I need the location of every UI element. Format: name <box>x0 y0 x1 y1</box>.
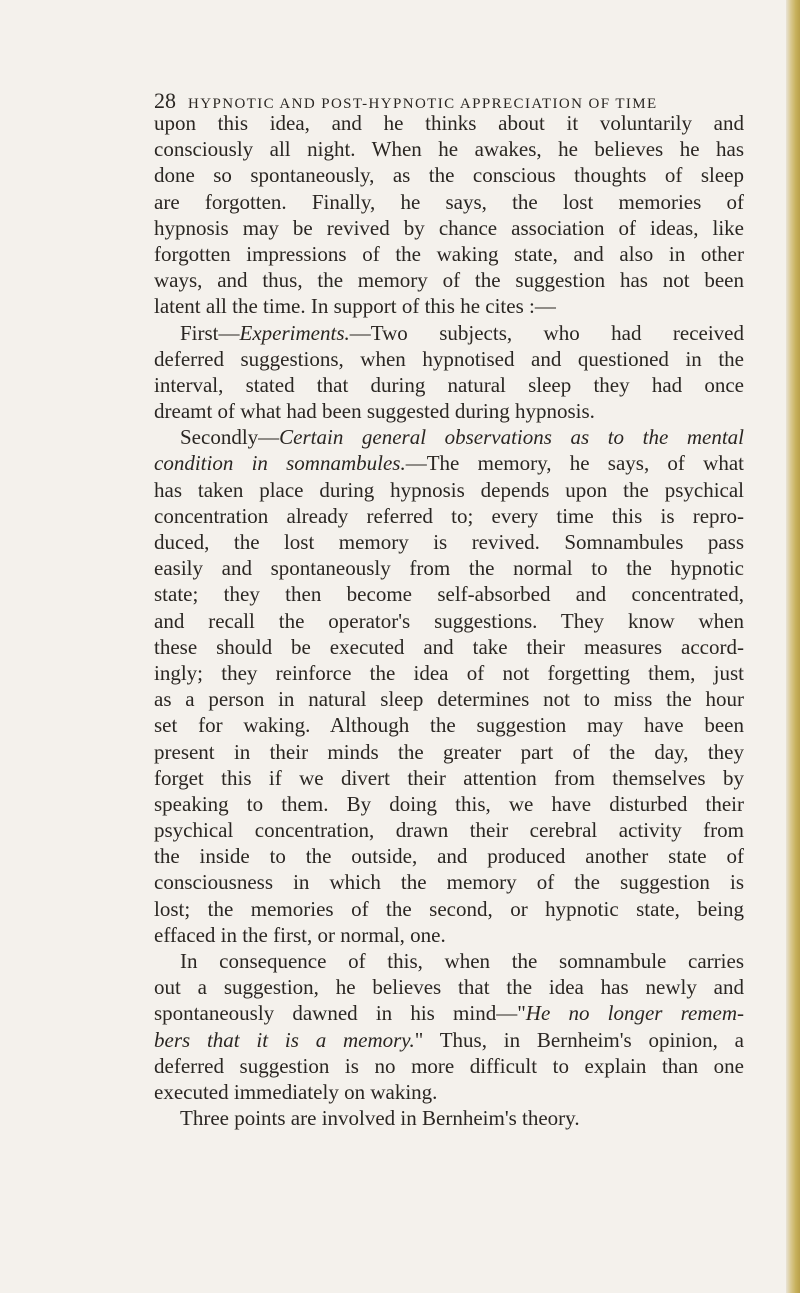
text-line: executed immediately on waking. <box>154 1079 438 1104</box>
text-line: hypnosis may be revived by chance association of ideas, like <box>154 215 744 240</box>
text-line: psychical concentration, drawn their cerebral activity from <box>154 818 744 843</box>
text-line <box>154 1000 744 1026</box>
paragraph <box>154 110 744 320</box>
text-line: out a suggestion, he believes that the idea has newly and <box>154 975 744 1000</box>
text-line: forget this if we divert their attention from themselves by <box>154 765 744 790</box>
text-line: consciousness in which the memory of the suggestion is <box>154 870 744 895</box>
text-line: lost; the memories of the second, or hypnotic state, being <box>154 896 744 921</box>
paragraph <box>154 1105 744 1131</box>
text-line <box>154 320 744 346</box>
text-segment: " Thus, in Bernheim's opinion, a <box>414 1027 744 1052</box>
text-line: done so spontaneously, as the conscious thoughts of sleep <box>154 163 744 188</box>
running-head: HYPNOTIC AND POST-HYPNOTIC APPRECIATION OF TIME <box>188 96 658 112</box>
italic-text: Experiments. <box>239 320 350 345</box>
body-text <box>154 110 744 1131</box>
text-line: deferred suggestion is no more difficult to explain than one <box>154 1053 744 1078</box>
text-line: set for waking. Although the suggestion may have been <box>154 713 744 738</box>
italic-text: condition in somnambules. <box>154 451 406 476</box>
text-line <box>154 450 744 476</box>
text-line: has taken place during hypnosis depends upon the psychical <box>154 477 744 502</box>
text-line: the inside to the outside, and produced another state of <box>154 844 744 869</box>
text-line <box>154 424 744 450</box>
paragraph <box>154 948 744 1105</box>
text-segment: Secondly— <box>180 425 280 450</box>
text-line: and recall the operator's suggestions. They know when <box>154 608 744 633</box>
page-number: 28 <box>154 88 176 113</box>
text-line: state; they then become self-absorbed and concentrated, <box>154 582 744 607</box>
text-line: concentration already referred to; every time this is repro- <box>154 503 744 528</box>
text-segment: —The memory, he says, of what <box>405 451 744 476</box>
italic-text: He no longer remem- <box>525 1001 744 1026</box>
text-line: as a person in natural sleep determines not to miss the hour <box>154 687 744 712</box>
italic-text: bers that it is a memory. <box>154 1027 415 1052</box>
text-line: easily and spontaneously from the normal to the hypnotic <box>154 556 744 581</box>
paragraph <box>154 320 744 425</box>
text-line: are forgotten. Finally, he says, the lost memories of <box>154 189 744 214</box>
text-line: latent all the time. In support of this he cites :— <box>154 294 556 319</box>
text-segment: spontaneously dawned in his mind—" <box>154 1001 526 1026</box>
text-line: ingly; they reinforce the idea of not forgetting them, just <box>154 660 744 685</box>
italic-text: Certain general observations as to the mental <box>279 425 744 450</box>
text-line: dreamt of what had been suggested during hypnosis. <box>154 399 595 424</box>
paragraph <box>154 424 744 948</box>
text-line: duced, the lost memory is revived. Somnambules pass <box>154 530 744 554</box>
text-line: Three points are involved in Bernheim's theory. <box>180 1106 580 1131</box>
text-line: these should be executed and take their measures accord- <box>154 634 744 659</box>
text-line <box>154 1027 744 1053</box>
text-line: upon this idea, and he thinks about it voluntarily and <box>154 111 744 135</box>
text-line: In consequence of this, when the somnambule carries <box>180 949 744 973</box>
text-segment: —Two subjects, who had received <box>349 320 744 345</box>
text-line: present in their minds the greater part of the day, they <box>154 739 744 764</box>
text-line: consciously all night. When he awakes, he believes he has <box>154 137 744 162</box>
text-segment: First— <box>180 320 240 345</box>
text-line: deferred suggestions, when hypnotised and questioned in the <box>154 346 744 371</box>
text-line: interval, stated that during natural sleep they had once <box>154 372 744 397</box>
text-line: ways, and thus, the memory of the suggestion has not been <box>154 268 744 293</box>
text-line: speaking to them. By doing this, we have disturbed their <box>154 791 744 816</box>
text-line: forgotten impressions of the waking state, and also in other <box>154 241 744 266</box>
page-edge <box>786 0 800 1293</box>
text-line: effaced in the first, or normal, one. <box>154 922 446 947</box>
